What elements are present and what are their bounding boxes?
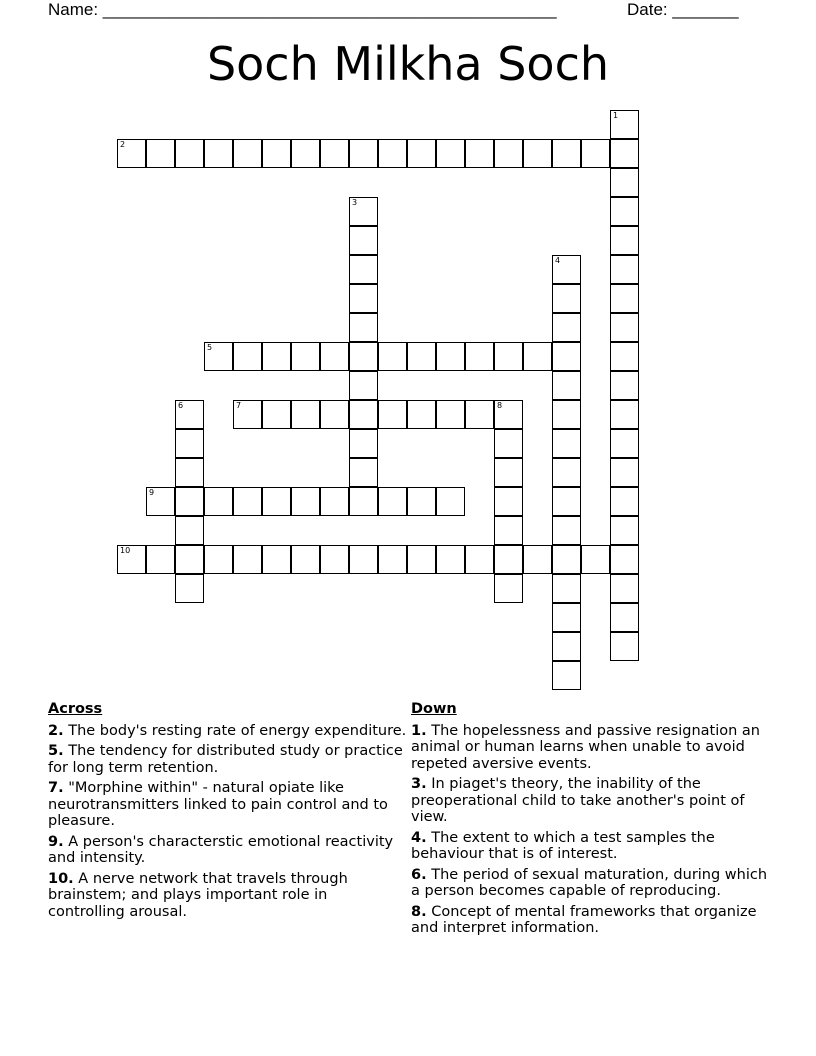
across-clue (48, 723, 408, 740)
crossword-cell[interactable] (175, 516, 204, 545)
cell-number: 3 (352, 198, 358, 207)
crossword-cell[interactable] (610, 255, 639, 284)
crossword-cell[interactable] (291, 545, 320, 574)
crossword-cell[interactable] (407, 139, 436, 168)
crossword-cell[interactable] (320, 400, 349, 429)
down-clues (411, 701, 771, 941)
crossword-cell[interactable] (465, 342, 494, 371)
clue-number: 3. (411, 776, 427, 792)
crossword-cell[interactable] (175, 400, 204, 429)
crossword-cell[interactable] (378, 342, 407, 371)
cell-number: 1 (613, 111, 619, 120)
down-heading: Down (411, 701, 457, 717)
crossword-cell[interactable] (610, 226, 639, 255)
down-clue (411, 867, 771, 900)
crossword-cell[interactable] (610, 632, 639, 661)
crossword-cell[interactable] (175, 574, 204, 603)
crossword-cell[interactable] (610, 603, 639, 632)
crossword-cell[interactable] (262, 545, 291, 574)
crossword-cell[interactable] (523, 139, 552, 168)
crossword-cell[interactable] (494, 139, 523, 168)
date-field[interactable]: Date: _______ (627, 0, 739, 19)
crossword-cell[interactable] (146, 139, 175, 168)
crossword-cell[interactable] (552, 139, 581, 168)
crossword-cell[interactable] (204, 139, 233, 168)
crossword-cell[interactable] (175, 487, 204, 516)
clue-text: A person's characterstic emotional reactivity and intensity. (48, 833, 394, 866)
crossword-cell[interactable] (494, 545, 523, 574)
cell-number: 8 (497, 401, 503, 410)
crossword-cell[interactable] (494, 574, 523, 603)
clue-number: 10. (48, 870, 74, 887)
crossword-cell[interactable] (610, 371, 639, 400)
clue-text: In piaget's theory, the inability of the preoperational child to take another's point of view. (411, 776, 745, 825)
crossword-cell[interactable] (436, 342, 465, 371)
clue-text: The body's resting rate of energy expenditure. (68, 722, 407, 739)
crossword-cell[interactable] (204, 342, 233, 371)
crossword-cell[interactable] (552, 545, 581, 574)
crossword-cell[interactable] (349, 197, 378, 226)
clue-number: 5. (48, 743, 64, 759)
crossword-cell[interactable] (262, 342, 291, 371)
crossword-cell[interactable] (552, 516, 581, 545)
cell-number: 6 (178, 401, 184, 410)
crossword-cell[interactable] (349, 371, 378, 400)
crossword-cell[interactable] (494, 516, 523, 545)
crossword-cell[interactable] (262, 400, 291, 429)
clue-text: The period of sexual maturation, during which a person becomes capable of reproducing. (411, 866, 768, 899)
crossword-cell[interactable] (465, 545, 494, 574)
crossword-cell[interactable] (175, 545, 204, 574)
across-clue (48, 871, 408, 921)
crossword-cell[interactable] (523, 545, 552, 574)
puzzle-title: Soch Milkha Soch (206, 37, 610, 91)
cell-number: 4 (555, 256, 561, 265)
across-heading: Across (48, 701, 103, 717)
crossword-cell[interactable] (552, 574, 581, 603)
crossword-cell[interactable] (552, 487, 581, 516)
crossword-cell[interactable] (552, 661, 581, 690)
clue-text: The hopelessness and passive resignation an animal or human learns when unable to avoid repeted aversive events. (411, 722, 760, 772)
crossword-cell[interactable] (291, 400, 320, 429)
crossword-cell[interactable] (552, 342, 581, 371)
crossword-cell[interactable] (465, 400, 494, 429)
crossword-cell[interactable] (233, 400, 262, 429)
cell-number: 5 (207, 343, 213, 352)
crossword-cell[interactable] (204, 545, 233, 574)
crossword-cell[interactable] (349, 255, 378, 284)
crossword-cell[interactable] (407, 342, 436, 371)
crossword-cell[interactable] (146, 545, 175, 574)
crossword-cell[interactable] (581, 545, 610, 574)
crossword-cell[interactable] (233, 342, 262, 371)
crossword-cell[interactable] (465, 139, 494, 168)
crossword-cell[interactable] (610, 545, 639, 574)
crossword-cell[interactable] (610, 429, 639, 458)
across-clue (48, 743, 408, 776)
crossword-cell[interactable] (146, 487, 175, 516)
crossword-cell[interactable] (610, 342, 639, 371)
crossword-cell[interactable] (349, 313, 378, 342)
crossword-cell[interactable] (610, 574, 639, 603)
crossword-cell[interactable] (349, 400, 378, 429)
crossword-cell[interactable] (407, 487, 436, 516)
crossword-cell[interactable] (291, 342, 320, 371)
crossword-cell[interactable] (320, 487, 349, 516)
crossword-cell[interactable] (117, 545, 146, 574)
crossword-cell[interactable] (552, 632, 581, 661)
crossword-cell[interactable] (494, 487, 523, 516)
across-clue (48, 834, 408, 867)
crossword-cell[interactable] (175, 139, 204, 168)
crossword-cell[interactable] (320, 342, 349, 371)
crossword-cell[interactable] (523, 342, 552, 371)
crossword-cell[interactable] (349, 458, 378, 487)
crossword-cell[interactable] (552, 429, 581, 458)
crossword-cell[interactable] (378, 400, 407, 429)
clue-number: 6. (411, 866, 427, 883)
crossword-cell[interactable] (610, 139, 639, 168)
crossword-cell[interactable] (291, 139, 320, 168)
down-clue (411, 904, 771, 937)
crossword-cell[interactable] (610, 110, 639, 139)
clue-text: The tendency for distributed study or practice for long term retention. (48, 743, 403, 776)
crossword-cell[interactable] (349, 545, 378, 574)
clue-number: 4. (411, 829, 427, 846)
clue-text: "Morphine within" - natural opiate like neurotransmitters linked to pain control and to pleasure. (48, 780, 388, 829)
crossword-cell[interactable] (494, 342, 523, 371)
crossword-cell[interactable] (552, 400, 581, 429)
crossword-cell[interactable] (233, 139, 262, 168)
crossword-cell[interactable] (552, 313, 581, 342)
clue-number: 8. (411, 903, 427, 920)
cell-number: 2 (120, 140, 126, 149)
clue-text: The extent to which a test samples the behaviour that is of interest. (411, 829, 715, 862)
crossword-cell[interactable] (610, 400, 639, 429)
crossword-cell[interactable] (349, 284, 378, 313)
clue-number: 2. (48, 722, 64, 739)
clue-number: 9. (48, 833, 64, 850)
crossword-cell[interactable] (436, 545, 465, 574)
crossword-cell[interactable] (320, 545, 349, 574)
clue-text: Concept of mental frameworks that organize and interpret information. (411, 903, 757, 936)
crossword-cell[interactable] (552, 255, 581, 284)
crossword-cell[interactable] (610, 284, 639, 313)
crossword-cell[interactable] (349, 487, 378, 516)
crossword-cell[interactable] (494, 458, 523, 487)
crossword-cell[interactable] (233, 487, 262, 516)
crossword-cell[interactable] (610, 168, 639, 197)
crossword-cell[interactable] (407, 400, 436, 429)
crossword-cell[interactable] (320, 139, 349, 168)
crossword-cell[interactable] (175, 458, 204, 487)
clue-text: A nerve network that travels through brainstem; and plays important role in controlling arousal. (48, 870, 348, 920)
crossword-cell[interactable] (349, 429, 378, 458)
crossword-cell[interactable] (494, 429, 523, 458)
crossword-cell[interactable] (610, 458, 639, 487)
down-clue (411, 830, 771, 863)
crossword-cell[interactable] (117, 139, 146, 168)
crossword-cell[interactable] (552, 371, 581, 400)
crossword-cell[interactable] (552, 603, 581, 632)
crossword-cell[interactable] (436, 400, 465, 429)
cell-number: 10 (120, 546, 131, 555)
cell-number: 7 (236, 401, 242, 410)
crossword-cell[interactable] (552, 284, 581, 313)
crossword-cell[interactable] (610, 197, 639, 226)
crossword-cell[interactable] (610, 313, 639, 342)
clue-number: 1. (411, 722, 427, 739)
crossword-cell[interactable] (349, 139, 378, 168)
crossword-cell[interactable] (494, 400, 523, 429)
crossword-cell[interactable] (204, 487, 233, 516)
crossword-cell[interactable] (610, 487, 639, 516)
across-clues (48, 701, 408, 924)
down-clue (411, 776, 771, 826)
crossword-cell[interactable] (378, 139, 407, 168)
crossword-cell[interactable] (262, 487, 291, 516)
crossword-cell[interactable] (262, 139, 291, 168)
crossword-cell[interactable] (175, 429, 204, 458)
crossword-cell[interactable] (233, 545, 262, 574)
crossword-cell[interactable] (436, 487, 465, 516)
crossword-cell[interactable] (610, 516, 639, 545)
down-clue (411, 723, 771, 773)
name-field[interactable]: Name: ________________________________________________ (48, 0, 557, 19)
crossword-cell[interactable] (552, 458, 581, 487)
clue-number: 7. (48, 780, 64, 796)
crossword-cell[interactable] (378, 545, 407, 574)
crossword-cell[interactable] (436, 139, 465, 168)
crossword-cell[interactable] (291, 487, 320, 516)
cell-number: 9 (149, 488, 155, 497)
crossword-cell[interactable] (378, 487, 407, 516)
crossword-cell[interactable] (349, 226, 378, 255)
crossword-cell[interactable] (349, 342, 378, 371)
across-clue (48, 780, 408, 830)
crossword-cell[interactable] (407, 545, 436, 574)
crossword-cell[interactable] (581, 139, 610, 168)
